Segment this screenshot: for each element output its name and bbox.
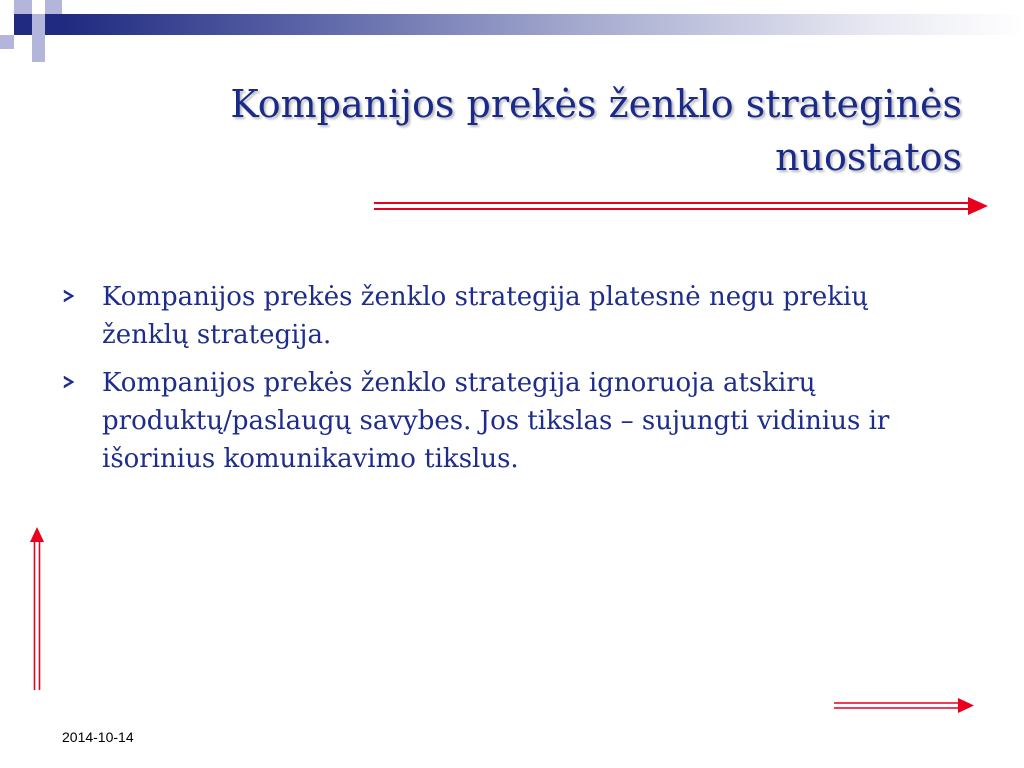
bullet-list xyxy=(62,278,962,488)
red-arrow-right-icon xyxy=(374,196,990,218)
bullet-text: Kompanijos prekės ženklo strategija ignoruoja atskirų produktų/paslaugų savybes. Jos tikslas – sujungti vidinius ir išorinius komunikavimo tikslus. xyxy=(102,368,890,474)
chevron-arrow-icon xyxy=(62,375,76,389)
footer-date: 2014-10-14 xyxy=(62,729,134,745)
chevron-arrow-icon xyxy=(62,289,76,303)
list-item xyxy=(62,364,962,478)
list-item xyxy=(62,278,962,354)
header-gradient-bar xyxy=(62,14,1024,35)
bullet-text: Kompanijos prekės ženklo strategija platesnė negu prekių ženklų strategija. xyxy=(102,282,869,350)
red-arrow-right-icon xyxy=(834,697,976,715)
red-arrow-up-icon xyxy=(29,527,45,692)
slide-title: Kompanijos prekės ženklo strateginės nuostatos xyxy=(230,82,962,179)
